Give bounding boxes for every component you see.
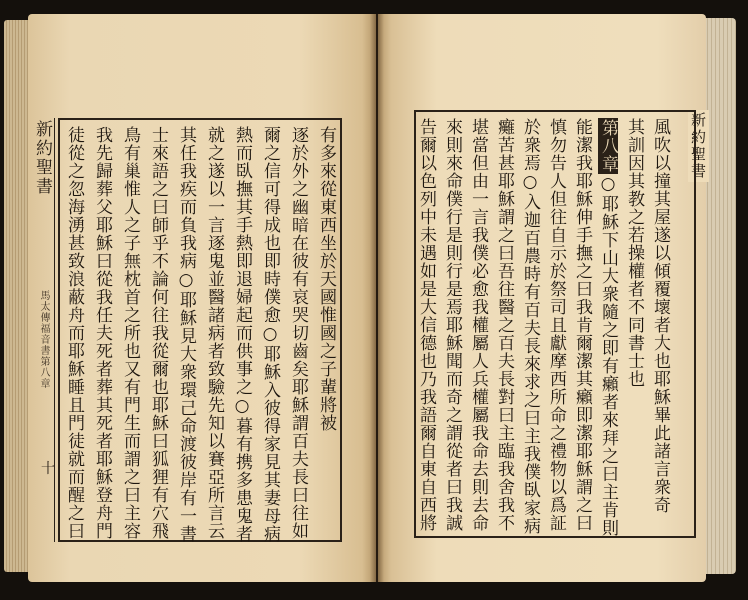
left-column-8: 鳥有巢惟人之子無枕首之所也又有門生而謂之曰主容 [120,126,140,540]
book-gutter [370,14,384,582]
right-column-9: 來則來命僕行是則行是焉耶穌聞而奇之謂從者曰我誠 [442,118,462,532]
right-column-8: 堪當但由一言我僕必愈我權屬人兵權屬我命去則去命 [468,118,488,532]
right-running-head: 新約聖書 [689,112,707,180]
right-column-2: 其訓因其教之若操權者不同書士也 [624,118,644,388]
left-column-6: 其任我疾而負我病○耶穌見大衆環己命渡彼岸有一書 [176,126,196,543]
right-column-6: 於衆焉○入迦百農時有百夫長來求之曰主我僕臥家病 [520,118,540,535]
right-column-4: 能潔我耶穌伸手撫之曰我肯爾潔其癩即潔耶穌謂之曰 [572,118,592,532]
left-column-7: 士來語之曰師乎不論何往我從爾也耶穌曰狐狸有穴飛 [148,126,168,540]
left-column-5: 就之遂以一言逐鬼並醫諸病者致驗先知以賽亞所言云 [204,126,224,540]
left-margin-subtitle: 馬太傳福音書第八章 [38,290,49,389]
right-column-10: 告爾以色列中未遇如是大信德也乃我語爾自東自西將 [416,118,436,532]
left-column-4: 熱而臥撫其手熱即退婦起而供事之○暮有携多患鬼者 [232,126,252,543]
left-column-9: 我先歸葬父耶穌曰從我任夫死者葬其死者耶穌登舟門 [92,126,112,540]
left-column-1: 有多來從東西坐於天國惟國之子輩將被 [316,126,336,432]
right-column-7: 癱苦甚耶穌謂之曰吾往醫之百夫長對曰主臨我舍我不 [494,118,514,532]
right-column-5: 慎勿告人但往自示於祭司且獻摩西所命之禮物以爲証 [546,118,566,532]
right-text-frame [414,110,696,538]
right-column-3-text: ○耶穌下山大衆隨之即有癩者來拜之曰主肯則 [598,174,618,537]
left-text-frame [58,118,342,542]
left-column-3: 爾之信可得成也即時僕愈○耶穌入彼得家見其妻母病 [260,126,280,543]
chapter-heading-label: 第八章 [598,119,618,173]
left-margin-rule [54,118,55,542]
left-column-10: 徒從之忽海湧甚致浪蔽舟而耶穌睡且門徒就而醒之曰 [64,126,84,540]
left-column-2: 逐於外之幽暗在彼有哀哭切齒矣耶穌謂百夫長曰往如 [288,126,308,540]
left-margin-mark: 十 [41,461,55,477]
left-margin-title: 新約聖書 [32,120,52,196]
right-column-3 [598,118,618,537]
right-column-1: 風吹以撞其屋遂以傾覆壞者大也耶穌畢此諸言衆奇 [650,118,670,514]
